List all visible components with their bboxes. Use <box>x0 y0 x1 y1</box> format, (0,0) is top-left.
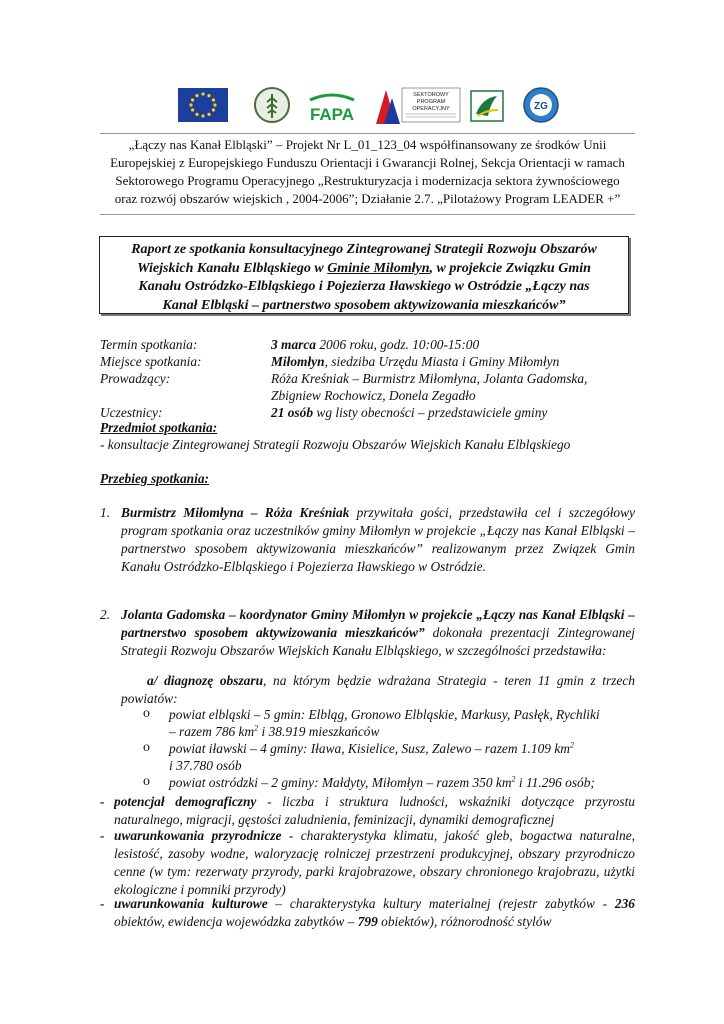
leader-logo <box>470 90 504 122</box>
miejsce-value: Miłomłyn, siedziba Urzędu Miasta i Gminy Miłomłyn <box>271 354 560 369</box>
header-bottom-rule <box>100 214 635 215</box>
item2-paragraph: Jolanta Gadomska – koordynator Gminy Miłomłyn w projekcie „Łączy nas Kanał Elbląski – partnerstwo sposobem aktywizowania mieszkańców” dokonała prezentacji Zintegrowanej Strategii Rozwoju Obszarów Wiejskich Kanału Elbląskiego, w szczególności przedstawiła: <box>121 607 635 658</box>
uczestnicy-value: 21 osób wg listy obecności – przedstawiciele gminy <box>271 405 548 420</box>
bullet-icon: o <box>143 706 150 721</box>
przebieg-heading: Przebieg spotkania: <box>100 471 209 486</box>
header-line: Europejskiej z Europejskiego Funduszu Orientacji i Gwarancji Rolnej, Sekcja Orientacji w ramach <box>110 155 625 170</box>
potencjal-demograficzny-paragraph: potencjał demograficzny - liczba i struktura ludności, wskaźniki dotyczące przyrostu naturalnego, migracji, gęstości zaludnienia, feminizacji, dynamiki demograficznej <box>114 794 635 827</box>
powiat-ilawski-line2: i 37.780 osób <box>169 758 242 773</box>
report-title-box <box>99 236 629 314</box>
prowadzacy-value-line2: Zbigniew Rochowicz, Donela Zegadło <box>271 388 476 403</box>
sektorowy-program-operacyjny-logo <box>374 86 464 126</box>
header-line: oraz rozwój obszarów wiejskich , 2004-2006”; Działanie 2.7. „Pilotażowy Program LEADER +” <box>114 191 621 206</box>
svg-text:ZG: ZG <box>534 101 548 112</box>
header-line: „Łączy nas Kanał Elbląski” – Projekt Nr L_01_123_04 współfinansowany ze środków Unii <box>128 137 607 152</box>
miejsce-label: Miejsce spotkania: <box>100 354 202 369</box>
uczestnicy-label: Uczestnicy: <box>100 405 163 420</box>
prowadzacy-label: Prowadzący: <box>100 371 171 386</box>
item2-number: 2. <box>100 607 111 622</box>
powiat-ostrodzki-line: powiat ostródzki – 2 gminy: Małdyty, Miłomłyn – razem 350 $km^2$ i 11.296 osób; <box>169 774 595 790</box>
uwarunkowania-przyrodnicze-paragraph: uwarunkowania przyrodnicze - charakterystyka klimatu, jakość gleb, bogactwa naturalne, lesistość, zasoby wodne, waloryzację rolniczej przestrzeni produkcyjnej, obszary przyrodniczo cenne (w tym: rezerwaty przyrody, parki krajobrazowe, obszary chronionego krajobrazu, użytki ekologiczne i pomniki przyrody) <box>114 828 635 897</box>
fapa-logo <box>302 90 362 124</box>
diagnosis-paragraph: a/ diagnozę obszaru, na którym będzie wdrażana Strategia - teren 11 gmin z trzech powiatów: <box>121 673 635 706</box>
item1-number: 1. <box>100 505 111 520</box>
svg-text:FAPA: FAPA <box>309 105 355 124</box>
powiat-elblaski-line1: powiat elbląski – 5 gmin: Elbląg, Gronowo Elbląskie, Markusy, Pasłęk, Rychliki <box>169 707 600 722</box>
project-header-text <box>100 136 635 208</box>
bullet-icon: o <box>143 774 150 789</box>
svg-text:PROGRAM: PROGRAM <box>416 99 446 105</box>
svg-text:OPERACYJNY: OPERACYJNY <box>412 106 450 112</box>
svg-text:SEKTOROWY: SEKTOROWY <box>413 92 449 98</box>
przedmiot-heading: Przedmiot spotkania: <box>100 420 218 435</box>
termin-label: Termin spotkania: <box>100 337 198 352</box>
bullet-icon: o <box>143 740 150 755</box>
item1-paragraph: Burmistrz Miłomłyna – Róża Kreśniak przywitała gości, przedstawiła cel i szczegółowy program spotkania oraz uczestników gminy Miłomłyn w projekcie „Łączy nas Kanał Elbląski – partnerstwo sposobem aktywizowania mieszkańców” realizowanym przez Związek Gmin Kanału Ostródzko-Elbląskiego i Pojezierza Iławskiego w Ostródzie. <box>121 505 635 574</box>
report-title: Raport ze spotkania konsultacyjnego Zintegrowanej Strategii Rozwoju Obszarów Wiejskich Kanału Elbląskiego w Gminie Miłomłyn, w projekcie Związku Gmin Kanału Ostródzko-Elbląskiego i Pojezierza Iławskiego w Ostródzie „Łączy nas Kanał Elbląski – partnerstwo sposobem aktywizowania mieszkańców” <box>131 242 597 313</box>
logo-bar <box>178 84 562 126</box>
eu-flag-logo <box>178 88 228 122</box>
dash-marker: - <box>100 794 105 809</box>
powiat-elblaski-line2: – razem 786 $km^2$ i 38.919 mieszkańców <box>169 723 380 739</box>
powiat-ilawski-line1: powiat iławski – 4 gminy: Iława, Kisielice, Susz, Zalewo – razem 1.109 $km^2$ <box>169 740 574 756</box>
termin-value: 3 marca 2006 roku, godz. 10:00-15:00 <box>271 337 480 352</box>
header-line: Sektorowego Programu Operacyjnego „Restrukturyzacja i modernizacja sektora żywnościowego <box>115 173 620 188</box>
header-top-rule <box>100 133 635 134</box>
dash-marker: - <box>100 896 105 911</box>
dash-marker: - <box>100 828 105 843</box>
zg-logo <box>521 86 561 124</box>
uwarunkowania-kulturowe-paragraph: uwarunkowania kulturowe – charakterystyka kultury materialnej (rejestr zabytków - 236 obiektów, ewidencja wojewódzka zabytków – 799 obiektów), różnorodność stylów <box>114 896 635 929</box>
przedmiot-text: - konsultacje Zintegrowanej Strategii Rozwoju Obszarów Wiejskich Kanału Elbląskiego <box>100 437 571 452</box>
prowadzacy-value-line1: Róża Kreśniak – Burmistrz Miłomłyna, Jolanta Gadomska, <box>271 371 588 386</box>
wheat-emblem-logo <box>253 86 291 124</box>
